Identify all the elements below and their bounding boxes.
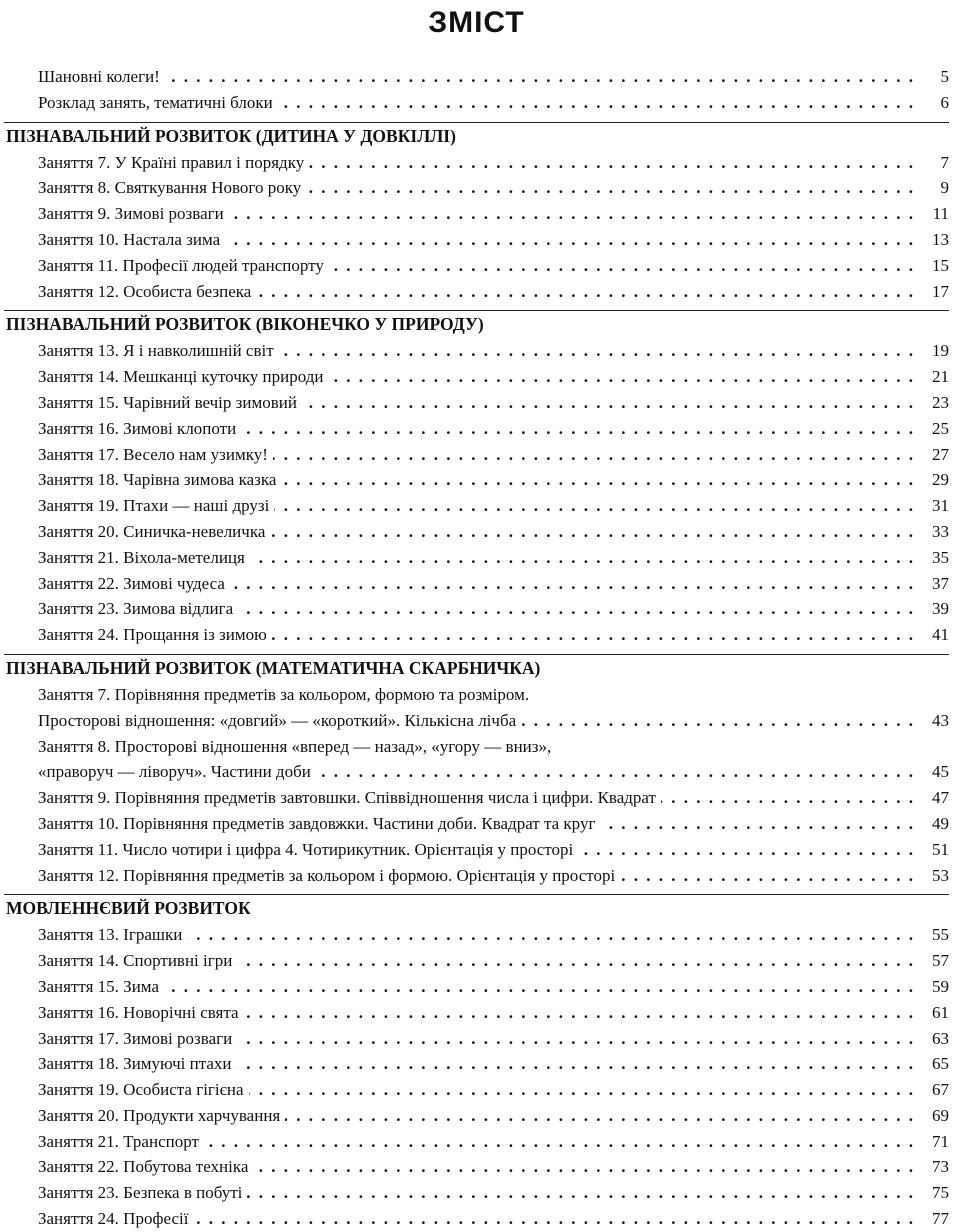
toc-entry-label: «праворуч — ліворуч». Частини доби	[38, 762, 316, 781]
toc-entry[interactable]	[0, 64, 953, 90]
toc-entry-page: 51	[932, 839, 949, 859]
toc-entry-label: Заняття 19. Птахи — наші друзі	[38, 496, 274, 515]
toc-entry-page: 25	[932, 418, 949, 438]
toc-entry-label: Заняття 22. Побутова техніка	[38, 1157, 253, 1176]
toc-entry[interactable]	[0, 364, 953, 390]
toc-entry[interactable]	[0, 571, 953, 597]
toc-entry-page: 31	[932, 496, 949, 516]
toc-entry-label: Заняття 13. Іграшки	[38, 925, 187, 944]
toc-entry[interactable]	[0, 519, 953, 545]
toc-entry-label: Заняття 12. Особиста безпека	[38, 282, 256, 301]
toc-entry[interactable]	[0, 253, 953, 279]
toc-entry[interactable]	[0, 201, 953, 227]
toc-entry-page: 57	[932, 951, 949, 971]
toc-entry[interactable]	[0, 1129, 953, 1155]
toc-entry-label: Заняття 24. Професії	[38, 1209, 193, 1228]
toc-entry-page: 61	[932, 1002, 949, 1022]
toc-entry-page: 19	[932, 341, 949, 361]
toc-entry-page: 9	[940, 178, 949, 198]
toc-entry[interactable]	[0, 1180, 953, 1206]
section-heading[interactable]: ПІЗНАВАЛЬНИЙ РОЗВИТОК (МАТЕМАТИЧНА СКАРБНИЧКА)	[6, 657, 541, 678]
toc-entry-page: 71	[932, 1131, 949, 1151]
toc-entry[interactable]	[0, 390, 953, 416]
toc-entry[interactable]	[0, 1154, 953, 1180]
toc-entry-page: 45	[932, 762, 949, 782]
toc-entry[interactable]	[0, 948, 953, 974]
toc-entry[interactable]	[0, 279, 953, 305]
toc-entry[interactable]	[0, 1103, 953, 1129]
toc-entry[interactable]	[0, 1026, 953, 1052]
toc-entry[interactable]	[0, 708, 953, 734]
toc-entry[interactable]	[0, 811, 953, 837]
toc-entry-page: 65	[932, 1054, 949, 1074]
toc-entry-label: Заняття 23. Зимова відлига	[38, 599, 238, 618]
toc-entry-label: Заняття 22. Зимові чудеса	[38, 574, 230, 593]
table-of-contents	[0, 64, 953, 1232]
toc-entry[interactable]	[0, 1051, 953, 1077]
toc-entry-label: Заняття 18. Зимуючі птахи	[38, 1054, 237, 1073]
toc-entry-label: Заняття 17. Зимові розваги	[38, 1029, 237, 1048]
toc-entry-label: Заняття 8. Просторові відношення «вперед — назад», «угору — вниз»,	[38, 737, 556, 756]
toc-entry-label: Заняття 15. Зима	[38, 977, 164, 996]
toc-entry-page: 29	[932, 470, 949, 490]
section-heading[interactable]: МОВЛЕННЄВИЙ РОЗВИТОК	[6, 898, 251, 919]
toc-entry-label: Заняття 8. Святкування Нового року	[38, 178, 306, 197]
toc-entry[interactable]	[0, 759, 953, 785]
toc-entry[interactable]	[0, 622, 953, 648]
toc-entry-label: Заняття 15. Чарівний вечір зимовий	[38, 393, 302, 412]
toc-section	[0, 888, 953, 1232]
toc-entry-label: Заняття 23. Безпека в побуті	[38, 1183, 247, 1202]
toc-entry-label: Заняття 9. Зимові розваги	[38, 204, 229, 223]
section-heading[interactable]: ПІЗНАВАЛЬНИЙ РОЗВИТОК (ДИТИНА У ДОВКІЛЛІ)	[6, 125, 456, 146]
toc-entry-page: 49	[932, 813, 949, 833]
toc-entry[interactable]	[0, 467, 953, 493]
toc-entry-label: Заняття 24. Прощання із зимою	[38, 625, 272, 644]
toc-entry-page: 41	[932, 625, 949, 645]
toc-entry[interactable]	[0, 442, 953, 468]
toc-entry[interactable]	[0, 338, 953, 364]
toc-entry-label: Заняття 10. Порівняння предметів завдовжки. Частини доби. Квадрат та круг	[38, 814, 600, 833]
page-title: ЗМІСТ	[428, 6, 525, 39]
toc-entry-label: Заняття 19. Особиста гігієна	[38, 1080, 249, 1099]
toc-entry[interactable]	[0, 175, 953, 201]
toc-entry-page: 35	[932, 547, 949, 567]
toc-entry-page: 7	[940, 152, 949, 172]
toc-entry-page: 59	[932, 976, 949, 996]
toc-entry-page: 37	[932, 573, 949, 593]
toc-entry-page: 63	[932, 1028, 949, 1048]
toc-entry-label: Розклад занять, тематичні блоки	[38, 93, 278, 112]
toc-entry[interactable]	[0, 922, 953, 948]
toc-entry-page: 77	[932, 1209, 949, 1229]
toc-entry[interactable]	[0, 974, 953, 1000]
toc-entry-label: Просторові відношення: «довгий» — «короткий». Кількісна лічба	[38, 711, 521, 730]
toc-entry-page: 55	[932, 925, 949, 945]
toc-entry-page: 15	[932, 255, 949, 275]
toc-entry[interactable]	[0, 150, 953, 176]
toc-entry-page: 21	[932, 367, 949, 387]
toc-entry-page: 69	[932, 1105, 949, 1125]
toc-entry-page: 47	[932, 788, 949, 808]
toc-entry-label: Заняття 13. Я і навколишній світ	[38, 341, 279, 360]
section-heading[interactable]: ПІЗНАВАЛЬНИЙ РОЗВИТОК (ВІКОНЕЧКО У ПРИРОДУ)	[6, 314, 484, 335]
toc-entry-label: Заняття 20. Синичка-невеличка	[38, 522, 270, 541]
toc-entry-page: 17	[932, 281, 949, 301]
toc-entry-label: Заняття 17. Весело нам узимку!	[38, 445, 273, 464]
toc-entry-label: Заняття 10. Настала зима	[38, 230, 225, 249]
toc-entry[interactable]	[0, 863, 953, 889]
toc-entry-label: Шановні колеги!	[38, 67, 165, 86]
toc-entry-page: 27	[932, 444, 949, 464]
toc-entry-label: Заняття 9. Порівняння предметів завтовшки. Співвідношення числа і цифри. Квадрат	[38, 788, 661, 807]
toc-entry[interactable]	[0, 227, 953, 253]
toc-entry-page: 5	[940, 67, 949, 86]
toc-entry-label: Заняття 21. Транспорт	[38, 1132, 204, 1151]
toc-entry-page: 53	[932, 865, 949, 885]
toc-entry-page: 11	[932, 204, 949, 224]
toc-entry[interactable]	[0, 785, 953, 811]
toc-entry-label: Заняття 7. Порівняння предметів за кольором, формою та розміром.	[38, 685, 534, 704]
toc-entry[interactable]	[0, 493, 953, 519]
toc-entry[interactable]	[0, 734, 953, 760]
toc-entry-label: Заняття 14. Спортивні ігри	[38, 951, 237, 970]
toc-entry-label: Заняття 21. Віхола-метелиця	[38, 548, 250, 567]
toc-entry-page: 67	[932, 1080, 949, 1100]
toc-entry-page: 73	[932, 1157, 949, 1177]
toc-entry[interactable]	[0, 1077, 953, 1103]
toc-section	[0, 304, 953, 648]
toc-entry[interactable]	[0, 682, 953, 708]
toc-entry-page: 33	[932, 521, 949, 541]
toc-section	[0, 648, 953, 888]
toc-entry-page: 23	[932, 392, 949, 412]
toc-entry-label: Заняття 20. Продукти харчування	[38, 1106, 285, 1125]
toc-entry[interactable]	[0, 416, 953, 442]
toc-entry-label: Заняття 18. Чарівна зимова казка	[38, 470, 281, 489]
toc-entry-page: 13	[932, 229, 949, 249]
toc-entry[interactable]	[0, 1206, 953, 1232]
toc-entry-label: Заняття 7. У Країні правил і порядку	[38, 153, 309, 172]
toc-entry-label: Заняття 16. Зимові клопоти	[38, 419, 241, 438]
toc-entry[interactable]	[0, 90, 953, 116]
toc-entry-page: 75	[932, 1183, 949, 1203]
toc-entry[interactable]	[0, 545, 953, 571]
toc-entry-label: Заняття 11. Професії людей транспорту	[38, 256, 329, 275]
toc-entry-label: Заняття 12. Порівняння предметів за кольором і формою. Орієнтація у просторі	[38, 866, 620, 885]
toc-entry-label: Заняття 16. Новорічні свята	[38, 1003, 244, 1022]
toc-entry[interactable]	[0, 837, 953, 863]
toc-entry[interactable]	[0, 1000, 953, 1026]
toc-entry-page: 43	[932, 710, 949, 730]
toc-entry-page: 39	[932, 599, 949, 619]
toc-entry[interactable]	[0, 596, 953, 622]
toc-section	[0, 116, 953, 305]
toc-entry-label: Заняття 14. Мешканці куточку природи	[38, 367, 328, 386]
toc-entry-label: Заняття 11. Число чотири і цифра 4. Чотирикутник. Орієнтація у просторі	[38, 840, 578, 859]
toc-entry-page: 6	[940, 92, 949, 112]
